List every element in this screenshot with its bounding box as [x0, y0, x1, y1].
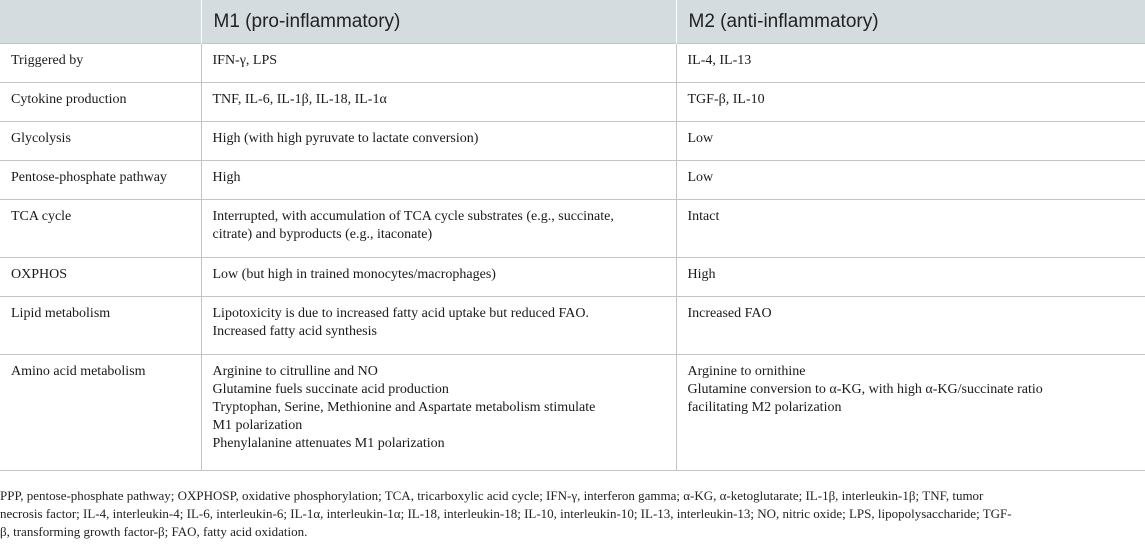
m2-text: High [687, 267, 716, 282]
m1-text: Arginine to citrulline and NO [212, 364, 378, 379]
row-label-text: OXPHOS [11, 267, 68, 282]
row-label-text: Triggered by [11, 53, 84, 68]
m1-cell [201, 258, 676, 297]
m2-text: TGF-β, IL-10 [687, 92, 765, 107]
table-row [0, 44, 1145, 83]
m1-cell [201, 297, 676, 355]
row-label [0, 355, 201, 471]
row-label [0, 297, 201, 355]
m2-text: facilitating M2 polarization [687, 400, 842, 415]
row-label [0, 122, 201, 161]
m1-text: High (with high pyruvate to lactate conversion) [212, 131, 479, 146]
table-row [0, 297, 1145, 355]
m1-text: Glutamine fuels succinate acid production [212, 382, 449, 397]
row-label [0, 44, 201, 83]
m1-cell [201, 83, 676, 122]
table-row [0, 83, 1145, 122]
m1-text: Increased fatty acid synthesis [212, 324, 377, 339]
m2-text: Low [687, 131, 714, 146]
m1-text: Lipotoxicity is due to increased fatty acid uptake but reduced FAO. [212, 306, 589, 321]
m2-cell [676, 44, 1145, 83]
m1-text: TNF, IL-6, IL-1β, IL-18, IL-1α [212, 92, 387, 107]
row-label-text: TCA cycle [11, 209, 72, 224]
footnote-line: necrosis factor; IL-4, interleukin-4; IL-6, interleukin-6; IL-1α, interleukin-1α; IL-18, interleukin-18; IL-10, interleukin-10; IL-13, interleukin-13; NO, nitric oxide; LPS, lipopolysaccharide; TGF- [0, 506, 1012, 521]
m1-text: Interrupted, with accumulation of TCA cycle substrates (e.g., succinate, [212, 209, 614, 224]
header-row [0, 0, 1145, 44]
header-m1: M1 (pro-inflammatory) [201, 0, 676, 44]
m1-cell [201, 161, 676, 200]
m1-cell [201, 44, 676, 83]
m1-text: Phenylalanine attenuates M1 polarization [212, 436, 445, 451]
m2-cell [676, 200, 1145, 258]
m1-text: Low (but high in trained monocytes/macrophages) [212, 267, 496, 282]
m2-cell [676, 258, 1145, 297]
m2-cell [676, 83, 1145, 122]
row-label [0, 258, 201, 297]
m2-cell [676, 161, 1145, 200]
row-label-text: Pentose-phosphate pathway [11, 170, 167, 185]
m2-text: Glutamine conversion to α-KG, with high α-KG/succinate ratio [687, 382, 1043, 397]
m2-cell [676, 355, 1145, 471]
m2-cell [676, 297, 1145, 355]
table-footnote [0, 487, 1140, 541]
table-row [0, 355, 1145, 471]
m1-text: citrate) and byproducts (e.g., itaconate) [212, 227, 433, 242]
m2-text: IL-4, IL-13 [687, 53, 752, 68]
table-row [0, 200, 1145, 258]
table-row [0, 258, 1145, 297]
m1-text: IFN-γ, LPS [212, 53, 278, 68]
header-empty-cell [0, 0, 201, 44]
m1-text: M1 polarization [212, 418, 303, 433]
m1-cell [201, 122, 676, 161]
m1-text: High [212, 170, 241, 185]
m2-text: Low [687, 170, 714, 185]
m2-text: Increased FAO [687, 306, 772, 321]
table-row [0, 122, 1145, 161]
row-label-text: Lipid metabolism [11, 306, 111, 321]
row-label [0, 161, 201, 200]
m1-cell [201, 355, 676, 471]
row-label-text: Glycolysis [11, 131, 71, 146]
row-label-text: Cytokine production [11, 92, 127, 107]
footnote-line: PPP, pentose-phosphate pathway; OXPHOSP, oxidative phosphorylation; TCA, tricarboxylic acid cycle; IFN-γ, interferon gamma; α-KG, α-ketoglutarate; IL-1β, interleukin-1β; TNF, tumor [0, 488, 984, 503]
table-body [0, 44, 1145, 471]
footnote-line: β, transforming growth factor-β; FAO, fatty acid oxidation. [0, 524, 308, 539]
m2-text: Intact [687, 209, 720, 224]
m2-text: Arginine to ornithine [687, 364, 806, 379]
table-row [0, 161, 1145, 200]
row-label-text: Amino acid metabolism [11, 364, 146, 379]
table-header [0, 0, 1145, 44]
m1-text: Tryptophan, Serine, Methionine and Aspartate metabolism stimulate [212, 400, 596, 415]
row-label [0, 83, 201, 122]
m1-cell [201, 200, 676, 258]
header-m2: M2 (anti-inflammatory) [676, 0, 1145, 44]
row-label [0, 200, 201, 258]
m2-cell [676, 122, 1145, 161]
